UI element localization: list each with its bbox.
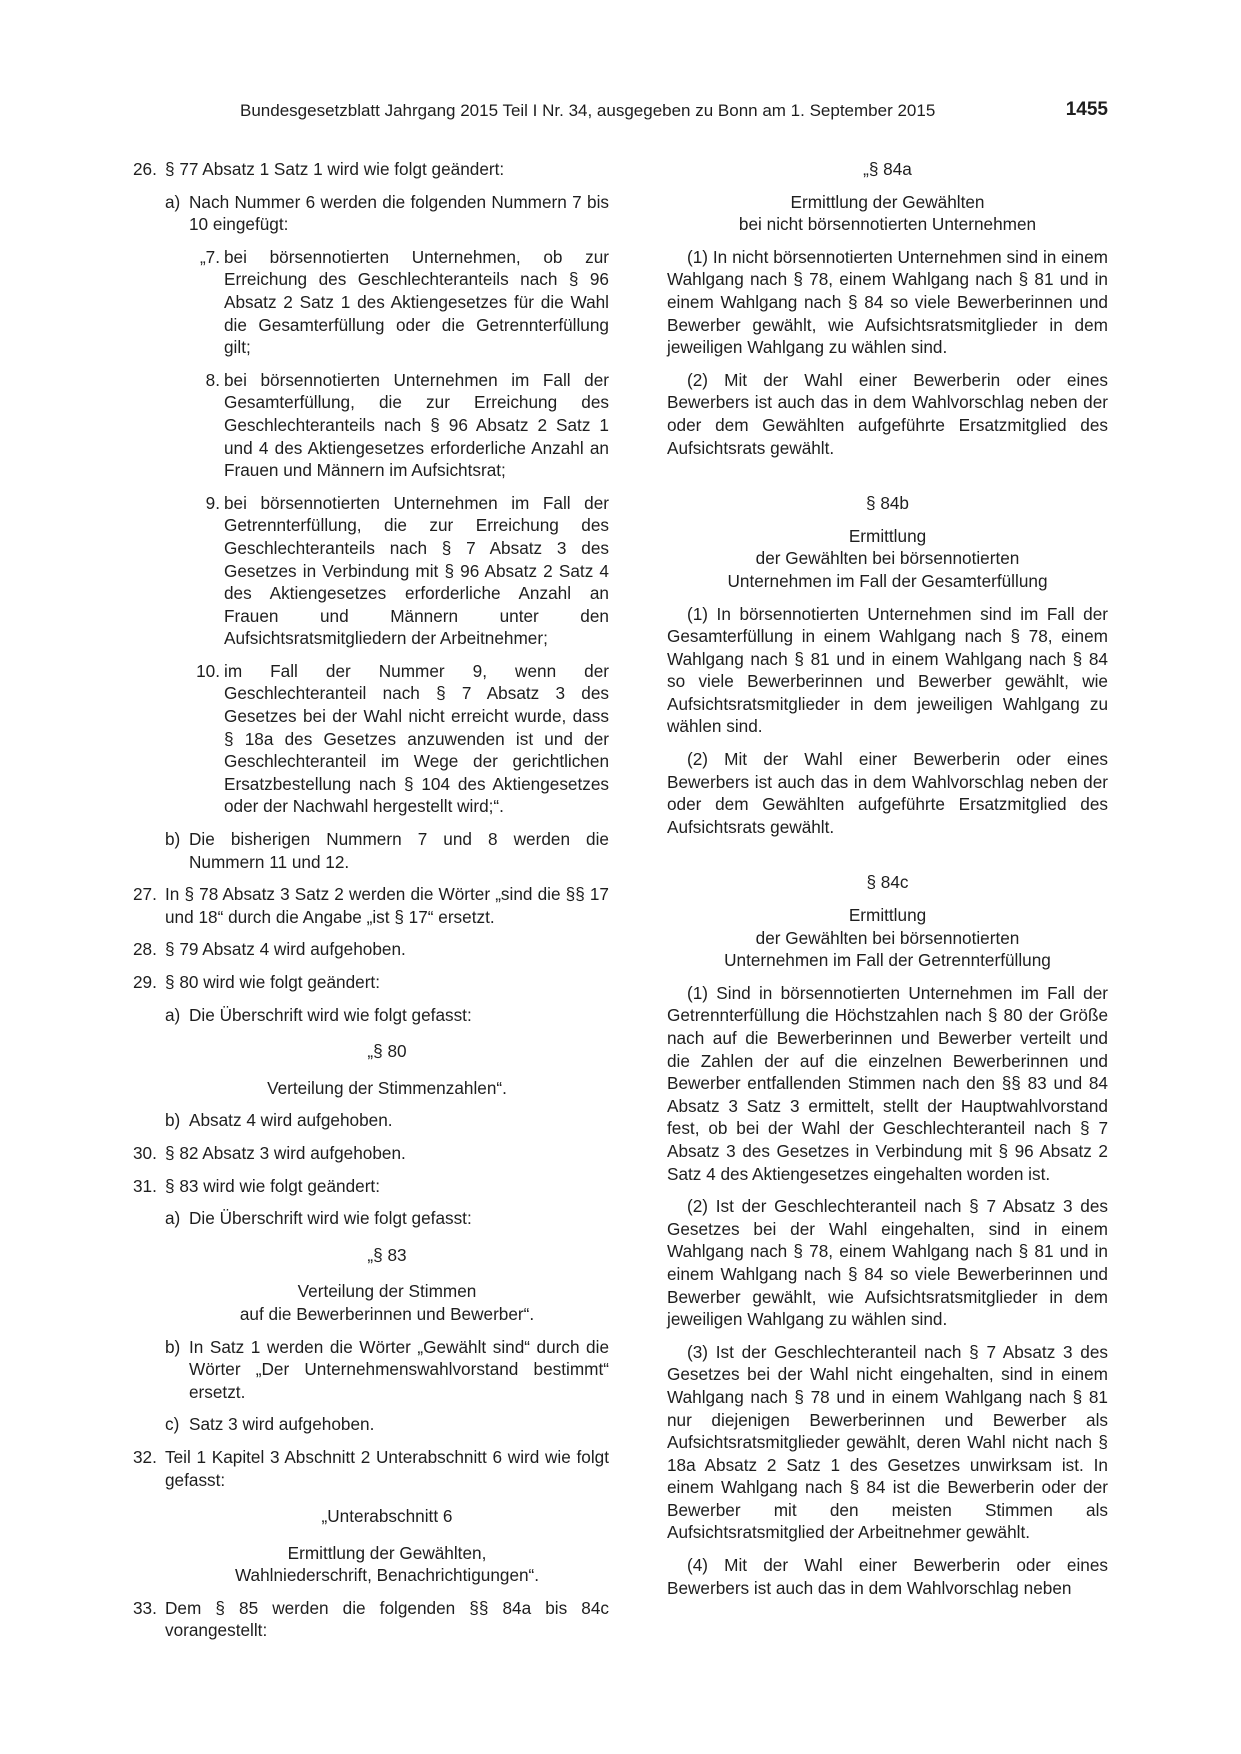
item-text: § 82 Absatz 3 wird aufgehoben. — [165, 1142, 406, 1163]
entry-number: „7. — [199, 246, 220, 267]
section-title: der Gewählten bei börsennotierten — [755, 927, 1020, 948]
quoted-title: Wahlniederschrift, Benachrichtigungen“. — [234, 1565, 540, 1586]
entry-10 — [189, 660, 609, 818]
sub-item-text: Die Überschrift wird wie folgt gefasst: — [189, 1208, 472, 1229]
sub-item-label: a) — [165, 1004, 181, 1025]
section-title: Unternehmen im Fall der Getrennterfüllung — [724, 950, 1051, 971]
section-title: Ermittlung — [848, 905, 927, 926]
section-title: Unternehmen im Fall der Gesamterfüllung — [727, 570, 1048, 591]
item-text: § 79 Absatz 4 wird aufgehoben. — [165, 939, 406, 960]
page-header — [130, 99, 1108, 127]
entry-number: 9. — [205, 492, 220, 513]
sub-item-c — [165, 1413, 609, 1436]
paragraph: (2) Ist der Geschlechteranteil nach § 7 Absatz 3 des Gesetzes bei der Wahl eingehalten, sind in einem Wahlgang nach § 78, einem Wahlgang nach § 81 und in einem Wahlgang nach § 84 so viele Bewerberinnen und Bewerber gewählt, wie Aufsichtsratsmitglieder in dem jeweiligen Wahlgang zu wählen sind. — [667, 1196, 1108, 1330]
item-text: Dem § 85 werden die folgenden §§ 84a bis 84c vorangestellt: — [165, 1597, 609, 1641]
sub-item-a — [165, 191, 609, 818]
sub-item-text: Die bisherigen Nummern 7 und 8 werden die Nummern 11 und 12. — [189, 829, 609, 872]
paragraph: (2) Mit der Wahl einer Bewerberin oder eines Bewerbers ist auch das in dem Wahlvorschlag neben der oder dem Gewählten aufgeführte Ersatzmitglied des Aufsichtsrats gewählt. — [667, 369, 1108, 458]
sub-item-label: b) — [165, 1110, 181, 1131]
sub-item-label: a) — [165, 1208, 181, 1229]
entry-number: 10. — [196, 660, 220, 681]
sub-item-label: b) — [165, 1336, 181, 1357]
section-heading: § 84c — [866, 872, 909, 893]
section-heading: „§ 84a — [863, 159, 912, 179]
entry-number: 8. — [205, 369, 220, 390]
item-text: In § 78 Absatz 3 Satz 2 werden die Wörter „sind die §§ 17 und 18“ durch die Angabe „ist § 17“ ersetzt. — [165, 884, 609, 927]
item-text: Teil 1 Kapitel 3 Abschnitt 2 Unterabschnitt 6 wird wie folgt gefasst: — [165, 1446, 609, 1490]
quoted-title: auf die Bewerberinnen und Bewerber“. — [239, 1303, 535, 1324]
item-text: § 77 Absatz 1 Satz 1 wird wie folgt geändert: — [165, 159, 505, 179]
paragraph: (3) Ist der Geschlechteranteil nach § 7 Absatz 3 des Gesetzes bei der Wahl nicht eingehalten, sind in einem Wahlgang nach § 78 und in einem Wahlgang nach § 81 nur diejenigen Bewerberinnen und Bewerber als Aufsichtsratsmitglieder gewählt, deren Wahl nicht nach § 18a Absatz 2 Satz 1 des Gesetzes unwirksam ist. In einem Wahlgang nach § 84 ist die Bewerberin oder der Bewerber mit den meisten Stimmen als Aufsichtsratsmitglied der Arbeitnehmer gewählt. — [667, 1341, 1108, 1543]
left-column — [133, 158, 609, 1652]
section-title: bei nicht börsennotierten Unternehmen — [738, 214, 1037, 235]
paragraph: (4) Mit der Wahl einer Bewerberin oder eines Bewerbers ist auch das in dem Wahlvorschlag neben — [667, 1555, 1108, 1598]
entry-8 — [189, 369, 609, 482]
sub-item-a — [165, 1004, 609, 1027]
item-31 — [133, 1175, 609, 1436]
item-text: § 83 wird wie folgt geändert: — [165, 1175, 380, 1196]
sub-item-b — [165, 1336, 609, 1404]
entry-text: bei börsennotierten Unternehmen im Fall der Getrennterfüllung, die zur Erreichung des Geschlechteranteils nach § 7 Absatz 3 des Gesetzes in Verbindung mit § 96 Absatz 2 Satz 4 des Aktiengesetzes erforderliche Anzahl an Frauen und Männern unter den Aufsichtsratsmitgliedern der Arbeitnehmer; — [224, 492, 609, 649]
item-number: 31. — [133, 1175, 157, 1196]
item-28 — [133, 938, 609, 961]
sub-item-text: Satz 3 wird aufgehoben. — [189, 1414, 375, 1435]
item-number: 26. — [133, 159, 157, 179]
quoted-title: Verteilung der Stimmen — [297, 1281, 477, 1302]
entry-text: im Fall der Nummer 9, wenn der Geschlechteranteil nach § 7 Absatz 3 des Gesetzes bei der Wahl nicht erreicht wurde, dass § 18a des Gesetzes anzuwenden ist und der Geschlechteranteil im Wege der gerichtlichen Ersatzbestellung nach § 104 des Aktiengesetzes oder der Nachwahl hergestellt wird;“. — [224, 660, 609, 817]
sub-item-a — [165, 1207, 609, 1230]
item-number: 30. — [133, 1142, 157, 1163]
quoted-title: Verteilung der Stimmenzahlen“. — [267, 1077, 507, 1098]
item-number: 27. — [133, 884, 157, 905]
quoted-heading: „Unterabschnitt 6 — [321, 1506, 453, 1527]
quoted-heading: „§ 83 — [367, 1244, 407, 1265]
item-text: § 80 wird wie folgt geändert: — [165, 972, 380, 992]
entry-7 — [189, 246, 609, 359]
sub-item-label: a) — [165, 191, 181, 212]
sub-item-text: Nach Nummer 6 werden die folgenden Nummern 7 bis 10 eingefügt: — [189, 191, 609, 235]
sub-item-text: Absatz 4 wird aufgehoben. — [189, 1110, 393, 1131]
paragraph: (2) Mit der Wahl einer Bewerberin oder eines Bewerbers ist auch das in dem Wahlvorschlag neben der oder dem Gewählten aufgeführte Ersatzmitglied des Aufsichtsrats gewählt. — [667, 749, 1108, 837]
item-number: 33. — [133, 1597, 157, 1618]
sub-item-text: Die Überschrift wird wie folgt gefasst: — [189, 1004, 472, 1025]
entry-text: bei börsennotierten Unternehmen, ob zur Erreichung des Geschlechteranteils nach § 96 Absatz 2 Satz 1 des Aktiengesetzes für die Wahl die Gesamterfüllung oder die Getrennterfüllung gilt; — [224, 246, 609, 358]
item-29 — [133, 971, 609, 1132]
section-84b — [667, 492, 1108, 838]
sub-item-text: In Satz 1 werden die Wörter „Gewählt sind“ durch die Wörter „Der Unternehmenswahlvorstand bestimmt“ ersetzt. — [189, 1336, 609, 1402]
section-title: Ermittlung der Gewählten — [790, 191, 985, 212]
item-33 — [133, 1597, 609, 1642]
entry-9 — [189, 492, 609, 650]
section-title: der Gewählten bei börsennotierten — [755, 548, 1020, 569]
item-26 — [133, 158, 609, 873]
section-title: Ermittlung — [848, 525, 927, 546]
sub-item-label: c) — [165, 1414, 180, 1435]
item-number: 29. — [133, 972, 157, 992]
entry-text: bei börsennotierten Unternehmen im Fall der Gesamterfüllung, die zur Erreichung des Geschlechteranteils nach § 96 Absatz 2 Satz 1 und 4 des Aktiengesetzes erforderliche Anzahl an Frauen und Männern im Aufsichtsrat; — [224, 369, 609, 481]
sub-item-b — [165, 828, 609, 873]
paragraph: (1) In börsennotierten Unternehmen sind im Fall der Gesamterfüllung in einem Wahlgang nach § 78, einem Wahlgang nach § 81 und in einem Wahlgang nach § 84 so viele Bewerberinnen und Bewerber gewählt, wie Aufsichtsratsmitglieder in dem jeweiligen Wahlgang zu wählen sind. — [667, 603, 1108, 737]
paragraph: (1) Sind in börsennotierten Unternehmen im Fall der Getrennterfüllung die Höchstzahlen nach § 80 der Größe nach auf die Bewerberinnen und Bewerber verteilt und die Zahlen der auf die einzelnen Bewerberinnen und Bewerber entfallenden Stimmen nach den §§ 83 und 84 Absatz 3 Satz 3 ermittelt, stellt der Hauptwahlvorstand fest, ob bei der Wahl der Geschlechteranteil nach § 7 Absatz 3 des Gesetzes in Verbindung mit § 96 Absatz 2 Satz 4 des Aktiengesetzes eingehalten worden ist. — [667, 982, 1108, 1184]
header-title: Bundesgesetzblatt Jahrgang 2015 Teil I Nr. 34, ausgegeben zu Bonn am 1. September 2015 — [240, 101, 936, 120]
item-27 — [133, 883, 609, 928]
section-84a — [667, 158, 1108, 459]
right-column — [667, 158, 1108, 1599]
item-number: 28. — [133, 939, 157, 960]
quoted-title: Ermittlung der Gewählten, — [287, 1542, 487, 1563]
item-30 — [133, 1142, 609, 1165]
item-number: 32. — [133, 1446, 157, 1467]
paragraph: (1) In nicht börsennotierten Unternehmen sind in einem Wahlgang nach § 78, einem Wahlgang nach § 81 und in einem Wahlgang nach § 84 so viele Bewerberinnen und Bewerber gewählt, wie Aufsichtsratsmitglieder in dem jeweiligen Wahlgang zu wählen sind. — [667, 246, 1108, 358]
section-heading: § 84b — [865, 493, 909, 514]
item-32 — [133, 1446, 609, 1587]
quoted-heading: „§ 80 — [367, 1041, 407, 1062]
sub-item-b — [165, 1109, 609, 1132]
section-84c — [667, 871, 1108, 1599]
page-number: 1455 — [1065, 99, 1108, 120]
sub-item-label: b) — [165, 829, 181, 850]
